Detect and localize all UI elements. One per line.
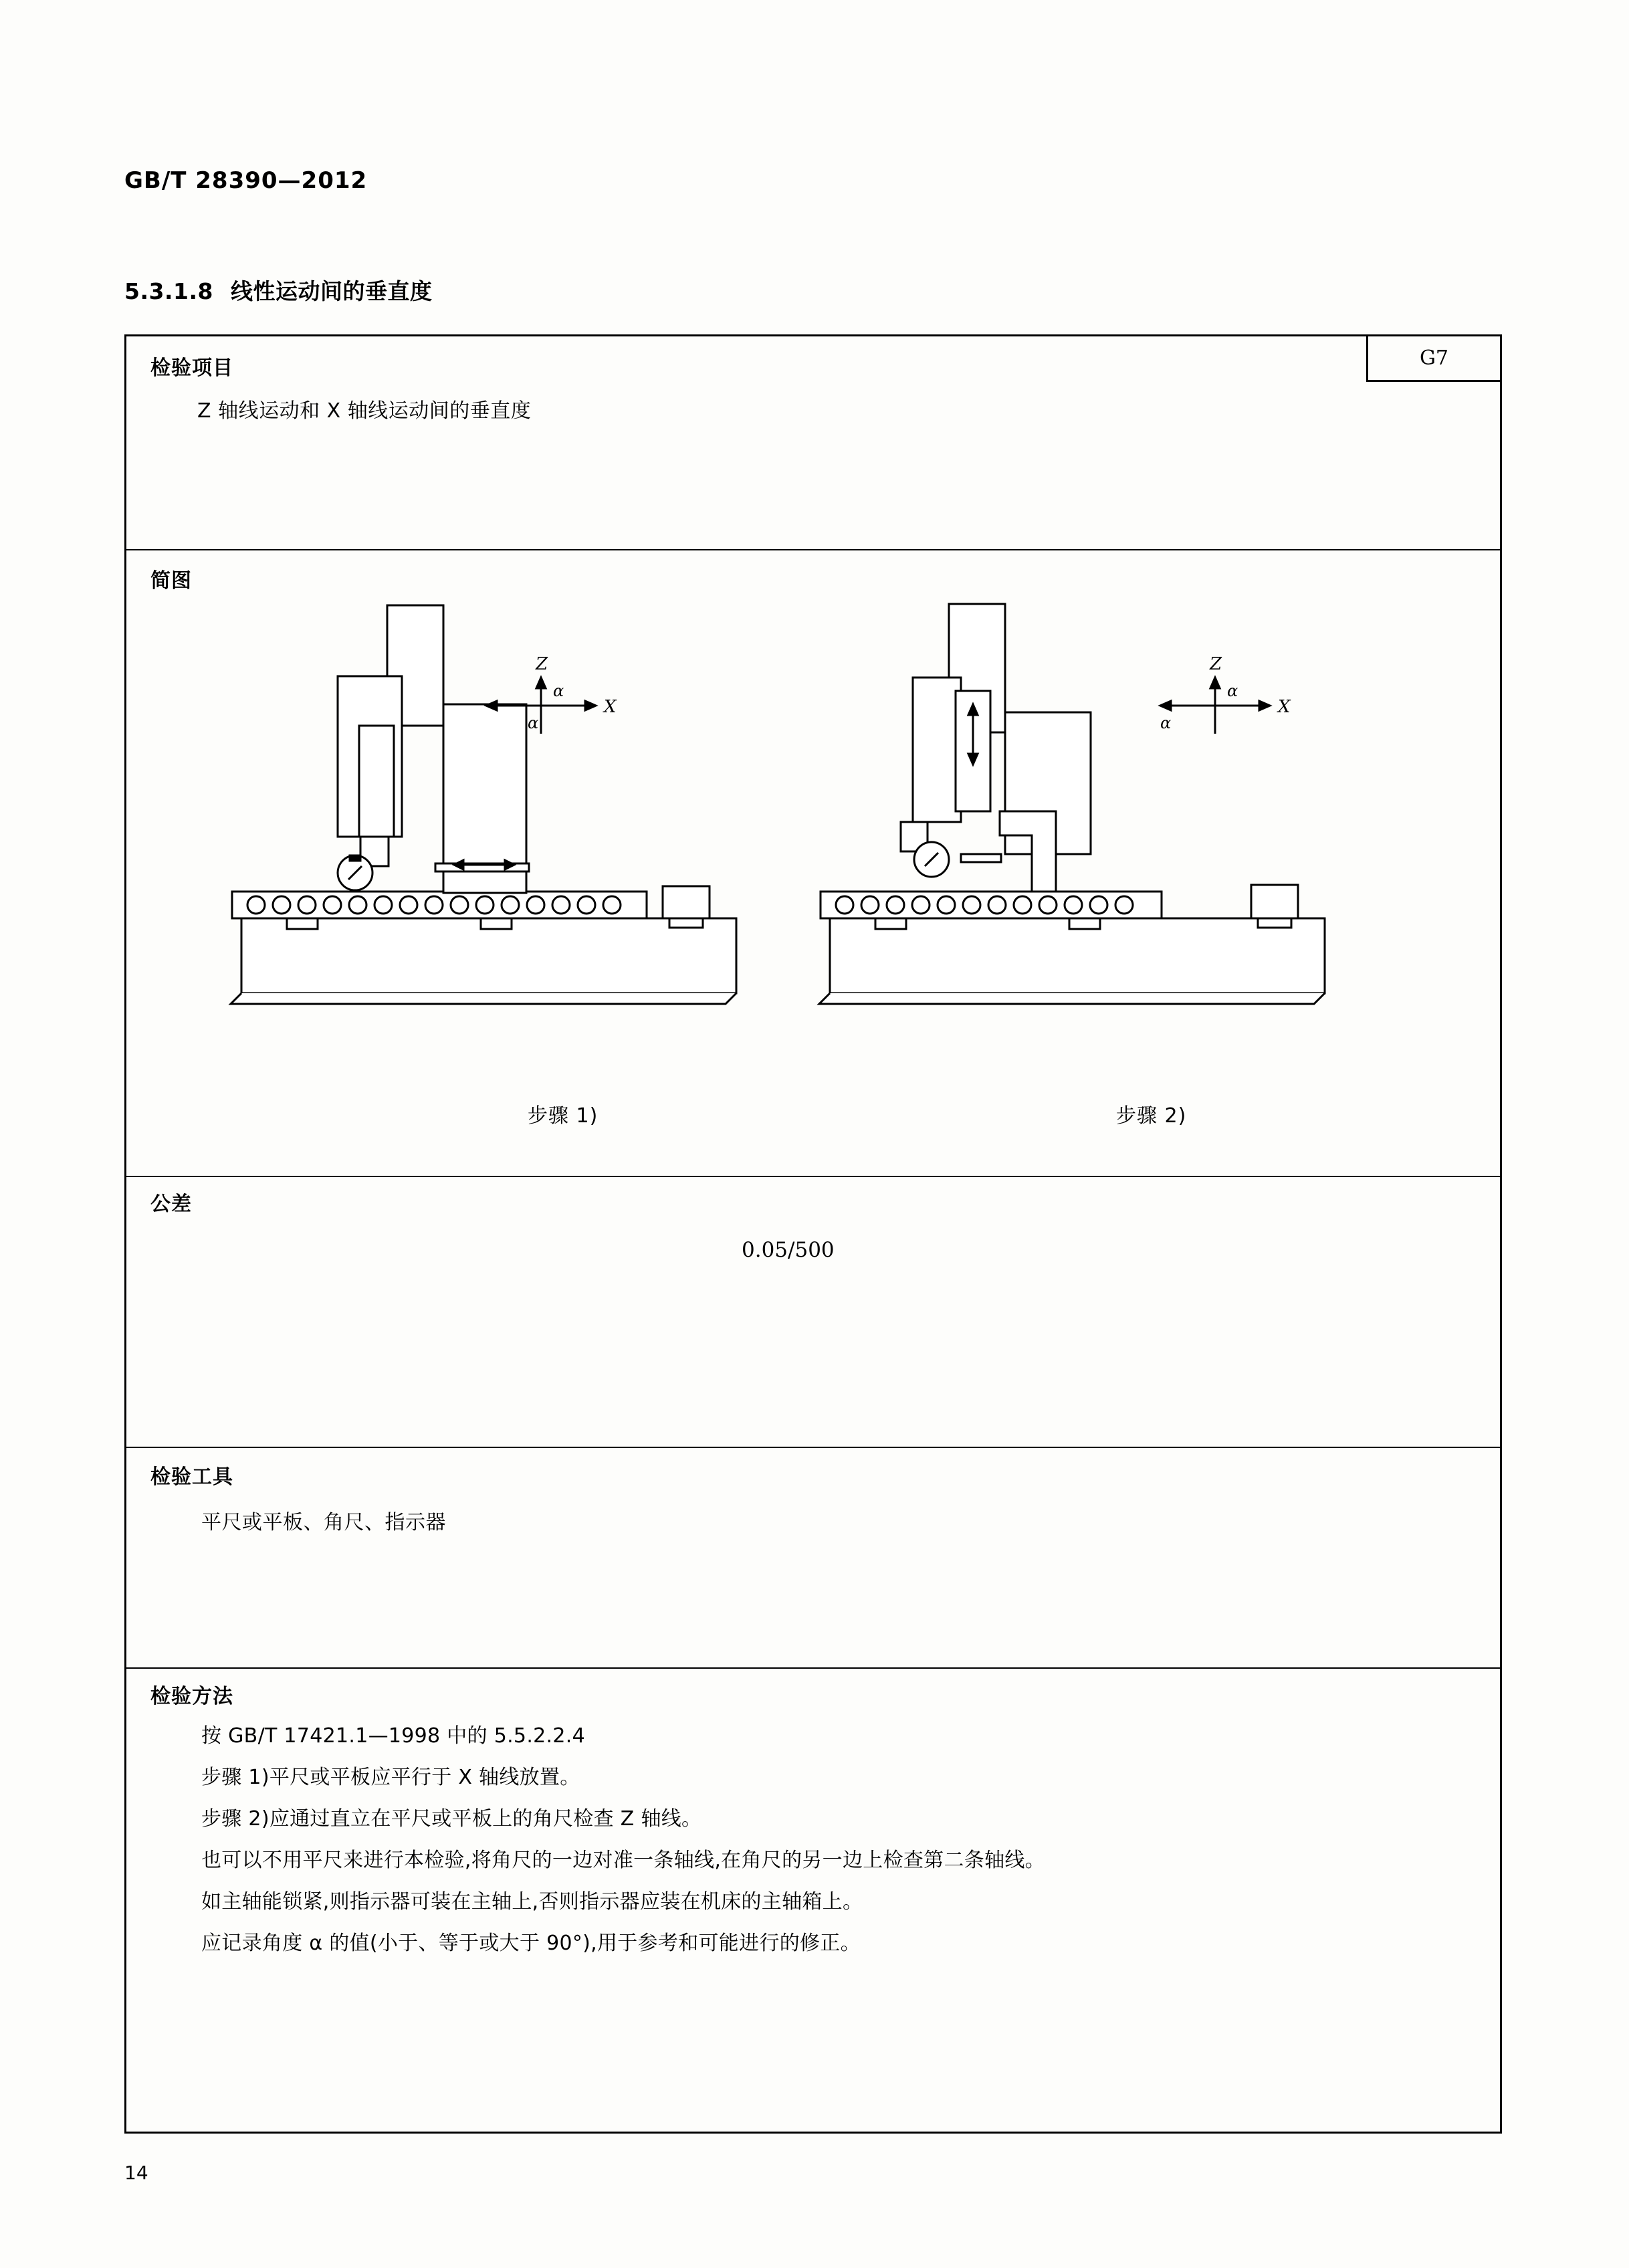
svg-text:α: α — [528, 714, 539, 732]
step2-caption: 步骤 2) — [1116, 1104, 1187, 1128]
svg-text:X: X — [1278, 697, 1291, 717]
tools-label: 检验工具 — [150, 1465, 233, 1489]
method-line: 步骤 1)平尺或平板应平行于 X 轴线放置。 — [201, 1766, 580, 1789]
svg-text:X: X — [604, 697, 617, 717]
diagram-figure — [167, 597, 1477, 1072]
clause-title: 线性运动间的垂直度 — [230, 278, 433, 304]
diagram-label: 简图 — [150, 569, 192, 593]
inspection-item-label: 检验项目 — [150, 356, 233, 380]
method-label: 检验方法 — [150, 1685, 233, 1708]
inspection-sheet — [124, 334, 1502, 2134]
standard-number: GB/T 28390—2012 — [124, 167, 368, 194]
svg-text:α: α — [553, 682, 564, 700]
inspection-item-text: Z 轴线运动和 X 轴线运动间的垂直度 — [197, 399, 532, 423]
divider-2 — [126, 1176, 1500, 1177]
tolerance-label: 公差 — [150, 1193, 192, 1216]
method-line: 应记录角度 α 的值(小于、等于或大于 90°),用于参考和可能进行的修正。 — [201, 1932, 861, 1955]
method-line: 按 GB/T 17421.1—1998 中的 5.5.2.2.4 — [201, 1724, 585, 1748]
svg-text:α: α — [1227, 682, 1238, 700]
svg-text:Z: Z — [536, 654, 548, 674]
clause-number: 5.3.1.8 — [124, 278, 213, 304]
svg-text:Z: Z — [1210, 654, 1222, 674]
sheet-code: G7 — [1419, 346, 1449, 370]
tolerance-value: 0.05/500 — [742, 1238, 835, 1262]
page-number: 14 — [124, 2162, 148, 2184]
tools-text: 平尺或平板、角尺、指示器 — [201, 1511, 446, 1534]
divider-4 — [126, 1667, 1500, 1669]
method-line: 如主轴能锁紧,则指示器可装在主轴上,否则指示器应装在机床的主轴箱上。 — [201, 1890, 863, 1914]
svg-text:α: α — [1160, 714, 1172, 732]
divider-3 — [126, 1447, 1500, 1448]
method-line: 步骤 2)应通过直立在平尺或平板上的角尺检查 Z 轴线。 — [201, 1807, 702, 1831]
clause-heading — [124, 274, 432, 306]
sheet-code-box — [1366, 336, 1500, 382]
method-text-block — [201, 1716, 1045, 1964]
step1-caption: 步骤 1) — [528, 1104, 599, 1128]
method-line: 也可以不用平尺来进行本检验,将角尺的一边对准一条轴线,在角尺的另一边上检查第二条轴线。 — [201, 1849, 1045, 1872]
divider-1 — [126, 549, 1500, 550]
